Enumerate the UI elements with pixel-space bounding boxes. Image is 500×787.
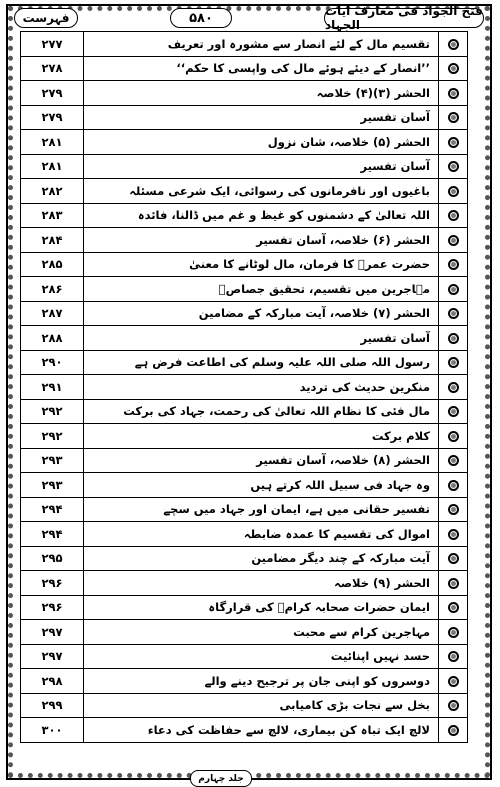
section-label: فہرست	[14, 8, 78, 28]
page-ref: ۲۹۳	[21, 473, 84, 498]
page-ref: ۲۷۹	[21, 105, 84, 130]
entry-title[interactable]: الحشر (۷) خلاصہ، آیت مبارکہ کے مضامین	[84, 301, 439, 326]
page-ref: ۳۰۰	[21, 718, 84, 743]
entry-title[interactable]: مال فئی کا نظام اللہ تعالیٰ کی رحمت، جہاد کی برکت	[84, 399, 439, 424]
table-row	[21, 301, 468, 326]
page-ref: ۲۹۲	[21, 424, 84, 449]
bullet-icon	[448, 88, 459, 99]
table-row	[21, 522, 468, 547]
entry-title[interactable]: مہاجرین کرام سے محبت	[84, 620, 439, 645]
table-row	[21, 326, 468, 351]
entry-title[interactable]: آسان تفسیر	[84, 326, 439, 351]
bullet-cell	[439, 522, 468, 547]
page-ref: ۲۹۸	[21, 669, 84, 694]
bullet-cell	[439, 620, 468, 645]
bullet-icon	[448, 651, 459, 662]
page-ref: ۲۹۴	[21, 497, 84, 522]
bullet-cell	[439, 277, 468, 302]
table-row	[21, 130, 468, 155]
book-title: فتح الجواد فی معارف آیات الجہاد	[325, 4, 483, 32]
page-header	[14, 4, 484, 32]
page-ref: ۲۸۷	[21, 301, 84, 326]
page-ref: ۲۹۴	[21, 522, 84, 547]
page-ref: ۲۷۷	[21, 32, 84, 57]
entry-title[interactable]: تفسیر حقانی میں ہے، ایمان اور جہاد میں سچے	[84, 497, 439, 522]
page-ref: ۲۸۵	[21, 252, 84, 277]
page-ref: ۲۸۸	[21, 326, 84, 351]
bullet-cell	[439, 497, 468, 522]
entry-title[interactable]: الحشر (۳)(۴) خلاصہ	[84, 81, 439, 106]
page-ref: ۲۹۹	[21, 693, 84, 718]
entry-title[interactable]: دوسروں کو اپنی جان پر ترجیح دینے والے	[84, 669, 439, 694]
bullet-icon	[448, 112, 459, 123]
entry-title[interactable]: الحشر (۶) خلاصہ، آسان تفسیر	[84, 228, 439, 253]
page-ref: ۲۷۹	[21, 81, 84, 106]
page-ref: ۲۸۱	[21, 154, 84, 179]
entry-title[interactable]: حضرت عمرؓ کا فرمان، مال لوٹانے کا معنیٰ	[84, 252, 439, 277]
entry-title[interactable]: لالچ ایک تباہ کن بیماری، لالچ سے حفاظت کی دعاء	[84, 718, 439, 743]
entry-title[interactable]: حسد نہیں اپنائیت	[84, 644, 439, 669]
bullet-icon	[448, 627, 459, 638]
bullet-cell	[439, 669, 468, 694]
page-ref: ۲۹۶	[21, 571, 84, 596]
bullet-icon	[448, 333, 459, 344]
entry-title[interactable]: آیت مبارکہ کے چند دیگر مضامین	[84, 546, 439, 571]
bullet-cell	[439, 56, 468, 81]
table-row	[21, 399, 468, 424]
bullet-cell	[439, 375, 468, 400]
entry-title[interactable]: باغیوں اور نافرمانوں کی رسوائی، ایک شرعی مسئلہ	[84, 179, 439, 204]
page-ref: ۲۹۳	[21, 448, 84, 473]
table-row	[21, 179, 468, 204]
bullet-icon	[448, 259, 459, 270]
table-row	[21, 375, 468, 400]
bullet-cell	[439, 644, 468, 669]
entry-title[interactable]: اموال کی تقسیم کا عمدہ ضابطہ	[84, 522, 439, 547]
entry-title[interactable]: الحشر (۹) خلاصہ	[84, 571, 439, 596]
bullet-icon	[448, 382, 459, 393]
bullet-cell	[439, 424, 468, 449]
table-row	[21, 644, 468, 669]
bullet-icon	[448, 553, 459, 564]
entry-title[interactable]: الحشر (۵) خلاصہ، شان نزول	[84, 130, 439, 155]
table-row	[21, 105, 468, 130]
entry-title[interactable]: ایمان حضرات صحابہ کرامؓ کی قرارگاہ	[84, 595, 439, 620]
bullet-cell	[439, 105, 468, 130]
volume-footer: جلد چہارم	[190, 770, 252, 787]
bullet-icon	[448, 431, 459, 442]
bullet-icon	[448, 210, 459, 221]
bullet-icon	[448, 480, 459, 491]
page-ref: ۲۹۷	[21, 644, 84, 669]
table-row	[21, 620, 468, 645]
table-row	[21, 448, 468, 473]
table-row	[21, 571, 468, 596]
bullet-icon	[448, 161, 459, 172]
bullet-cell	[439, 81, 468, 106]
bullet-cell	[439, 32, 468, 57]
bullet-cell	[439, 301, 468, 326]
bullet-cell	[439, 179, 468, 204]
bullet-icon	[448, 676, 459, 687]
table-row	[21, 350, 468, 375]
bullet-cell	[439, 448, 468, 473]
bullet-icon	[448, 284, 459, 295]
page-ref: ۲۸۲	[21, 179, 84, 204]
entry-title[interactable]: آسان تفسیر	[84, 105, 439, 130]
page-ref: ۲۸۴	[21, 228, 84, 253]
table-row	[21, 81, 468, 106]
bullet-icon	[448, 63, 459, 74]
table-row	[21, 56, 468, 81]
bullet-icon	[448, 455, 459, 466]
table-row	[21, 497, 468, 522]
bullet-cell	[439, 595, 468, 620]
entry-title[interactable]: رسول اللہ صلی اللہ علیہ وسلم کی اطاعت فرض ہے	[84, 350, 439, 375]
entry-title[interactable]: مہاجرین میں تقسیم، تحقیق جصاصؒ	[84, 277, 439, 302]
table-row	[21, 277, 468, 302]
bullet-cell	[439, 473, 468, 498]
page-ref: ۲۹۶	[21, 595, 84, 620]
bullet-icon	[448, 39, 459, 50]
bullet-icon	[448, 235, 459, 246]
page-number: ۵۸۰	[170, 8, 232, 28]
page-ref: ۲۹۱	[21, 375, 84, 400]
table-row	[21, 32, 468, 57]
contents-table	[20, 31, 468, 743]
bullet-cell	[439, 252, 468, 277]
bullet-cell	[439, 571, 468, 596]
entry-title[interactable]: ’’انصار کے دیئے ہوئے مال کی واپسی کا حکم‘‘	[84, 56, 439, 81]
table-row	[21, 595, 468, 620]
page-ref: ۲۹۰	[21, 350, 84, 375]
entry-title[interactable]: منکرین حدیث کی تردید	[84, 375, 439, 400]
bullet-cell	[439, 693, 468, 718]
bullet-cell	[439, 350, 468, 375]
table-row	[21, 473, 468, 498]
table-row	[21, 718, 468, 743]
page-ref: ۲۹۵	[21, 546, 84, 571]
bullet-icon	[448, 602, 459, 613]
bullet-icon	[448, 504, 459, 515]
table-row	[21, 546, 468, 571]
bullet-cell	[439, 326, 468, 351]
bullet-icon	[448, 406, 459, 417]
bullet-cell	[439, 399, 468, 424]
page-ref: ۲۹۲	[21, 399, 84, 424]
entry-title[interactable]: اللہ تعالیٰ کے دشمنوں کو غیظ و غم میں ڈالنا، فائدہ	[84, 203, 439, 228]
bullet-icon	[448, 186, 459, 197]
entry-title[interactable]: بخل سے نجات بڑی کامیابی	[84, 693, 439, 718]
bullet-icon	[448, 308, 459, 319]
table-row	[21, 669, 468, 694]
table-row	[21, 154, 468, 179]
bullet-icon	[448, 725, 459, 736]
bullet-cell	[439, 130, 468, 155]
entry-title[interactable]: الحشر (۸) خلاصہ، آسان تفسیر	[84, 448, 439, 473]
entry-title[interactable]: آسان تفسیر	[84, 154, 439, 179]
page-ref: ۲۸۱	[21, 130, 84, 155]
table-row	[21, 228, 468, 253]
bullet-icon	[448, 529, 459, 540]
table-row	[21, 693, 468, 718]
entry-title[interactable]: وہ جہاد فی سبیل اللہ کرتے ہیں	[84, 473, 439, 498]
bullet-cell	[439, 546, 468, 571]
page-ref: ۲۸۶	[21, 277, 84, 302]
entry-title[interactable]: تقسیم مال کے لئے انصار سے مشورہ اور تعریف	[84, 32, 439, 57]
page-ref: ۲۹۷	[21, 620, 84, 645]
bullet-icon	[448, 357, 459, 368]
page-ref: ۲۸۳	[21, 203, 84, 228]
table-row	[21, 203, 468, 228]
bullet-icon	[448, 137, 459, 148]
bullet-cell	[439, 203, 468, 228]
bullet-icon	[448, 700, 459, 711]
bullet-icon	[448, 578, 459, 589]
entry-title[interactable]: کلام برکت	[84, 424, 439, 449]
bullet-cell	[439, 718, 468, 743]
page-ref: ۲۷۸	[21, 56, 84, 81]
table-row	[21, 252, 468, 277]
bullet-cell	[439, 228, 468, 253]
bullet-cell	[439, 154, 468, 179]
table-row	[21, 424, 468, 449]
